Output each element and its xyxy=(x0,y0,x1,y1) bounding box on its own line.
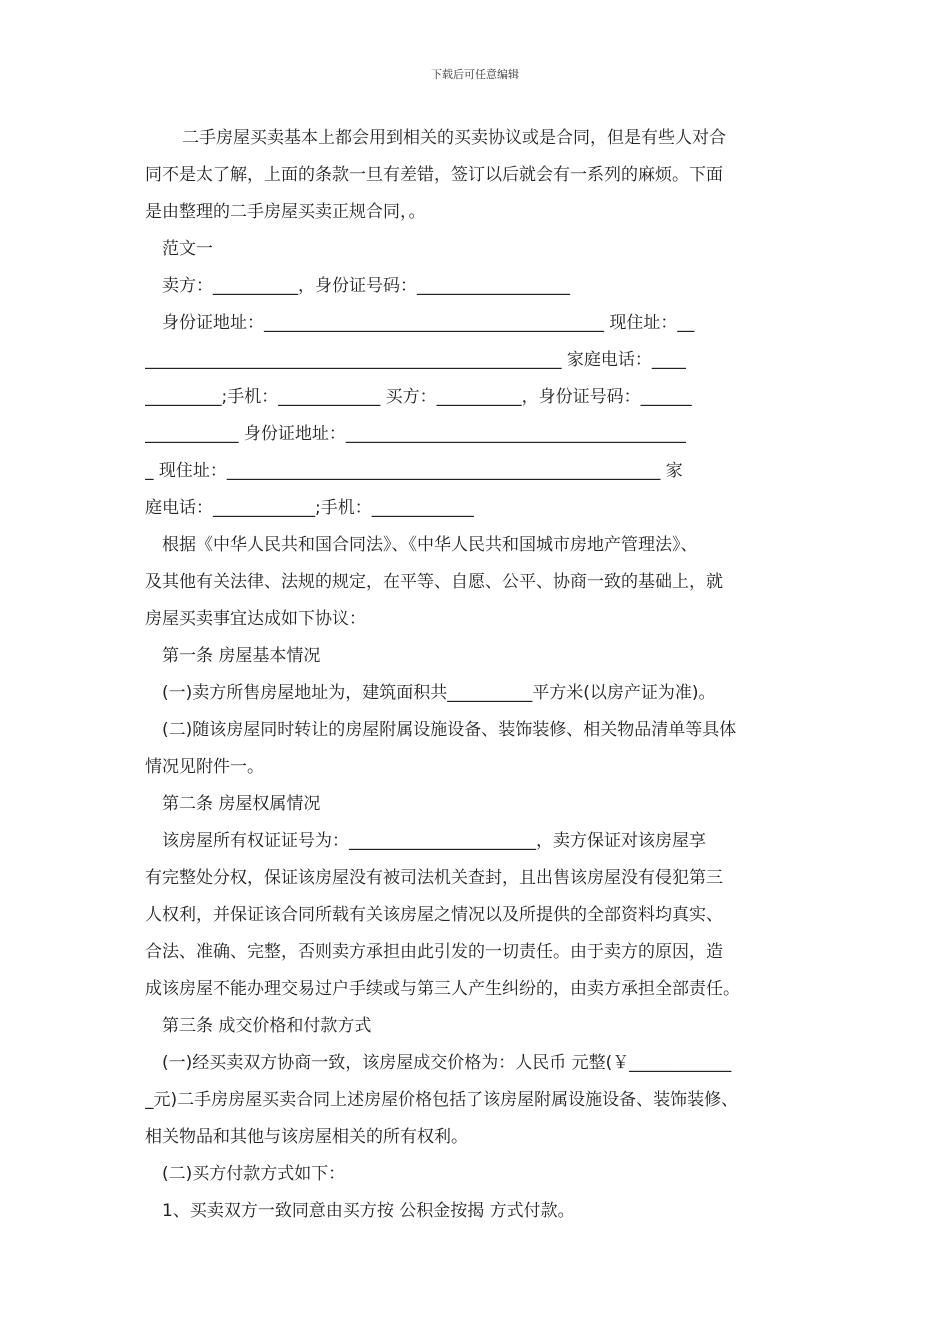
article-3-clause: (一)经买卖双方协商一致，该房屋成交价格为：人民币 元整(￥____________ xyxy=(162,1053,732,1073)
article-3-clause: (二)买方付款方式如下： xyxy=(162,1164,346,1184)
article-1-clause: (二)随该房屋同时转让的房屋附属设施设备、装饰装修、相关物品清单等具体 xyxy=(162,720,737,740)
article-1-heading: 第一条 房屋基本情况 xyxy=(162,646,321,666)
document-body xyxy=(145,120,810,1230)
party-info-line: _________;手机：____________ 买方：__________，身份证号码：______ xyxy=(145,387,692,407)
party-info-line: 身份证地址：________________________________________ 现住址：__ xyxy=(162,313,695,333)
intro-paragraph-line: 同不是太了解，上面的条款一旦有差错，签订以后就会有一系列的麻烦。下面 xyxy=(145,165,723,185)
article-2-clause: 人权利，并保证该合同所载有关该房屋之情况以及所提供的全部资料均真实、 xyxy=(145,905,723,925)
article-1-clause: 情况见附件一。 xyxy=(145,757,264,777)
party-info-line: ___________ 身份证地址：________________________________________ xyxy=(145,424,686,444)
article-2-clause: 合法、准确、完整，否则卖方承担由此引发的一切责任。由于卖方的原因，造 xyxy=(145,942,723,962)
article-2-clause: 成该房屋不能办理交易过户手续或与第三人产生纠纷的，由卖方承担全部责任。 xyxy=(145,979,740,999)
party-info-line: _ 现住址：___________________________________________________ 家 xyxy=(145,461,683,481)
party-info-line: _________________________________________________ 家庭电话：____ xyxy=(145,350,686,370)
article-3-clause: _元)二手房房屋买卖合同上述房屋价格包括了该房屋附属设施设备、装饰装修、 xyxy=(145,1090,739,1110)
intro-paragraph-line: 二手房屋买卖基本上都会用到相关的买卖协议或是合同，但是有些人对合 xyxy=(182,128,726,148)
article-1-clause: (一)卖方所售房屋地址为，建筑面积共__________平方米(以房产证为准)。 xyxy=(162,683,716,703)
sample-heading: 范文一 xyxy=(162,239,213,259)
party-info-line: 庭电话：____________;手机：____________ xyxy=(145,498,474,518)
legal-basis-line: 根据《中华人民共和国合同法》、《中华人民共和国城市房地产管理法》、 xyxy=(162,535,698,555)
article-2-clause: 有完整处分权，保证该房屋没有被司法机关查封，且出售该房屋没有侵犯第三 xyxy=(145,868,723,888)
article-2-clause: 该房屋所有权证证号为：______________________，卖方保证对该房屋享 xyxy=(162,831,706,851)
legal-basis-line: 房屋买卖事宜达成如下协议： xyxy=(145,609,366,629)
article-3-clause: 1、买卖双方一致同意由买方按 公积金按揭 方式付款。 xyxy=(162,1201,575,1221)
article-2-heading: 第二条 房屋权属情况 xyxy=(162,794,321,814)
intro-paragraph-line: 是由整理的二手房屋买卖正规合同，。 xyxy=(145,202,426,222)
article-3-clause: 相关物品和其他与该房屋相关的所有权利。 xyxy=(145,1127,468,1147)
legal-basis-line: 及其他有关法律、法规的规定，在平等、自愿、公平、协商一致的基础上，就 xyxy=(145,572,723,592)
seller-line: 卖方：__________，身份证号码：__________________ xyxy=(162,276,570,296)
page-header: 下载后可任意编辑 xyxy=(431,68,519,81)
article-3-heading: 第三条 成交价格和付款方式 xyxy=(162,1016,372,1036)
